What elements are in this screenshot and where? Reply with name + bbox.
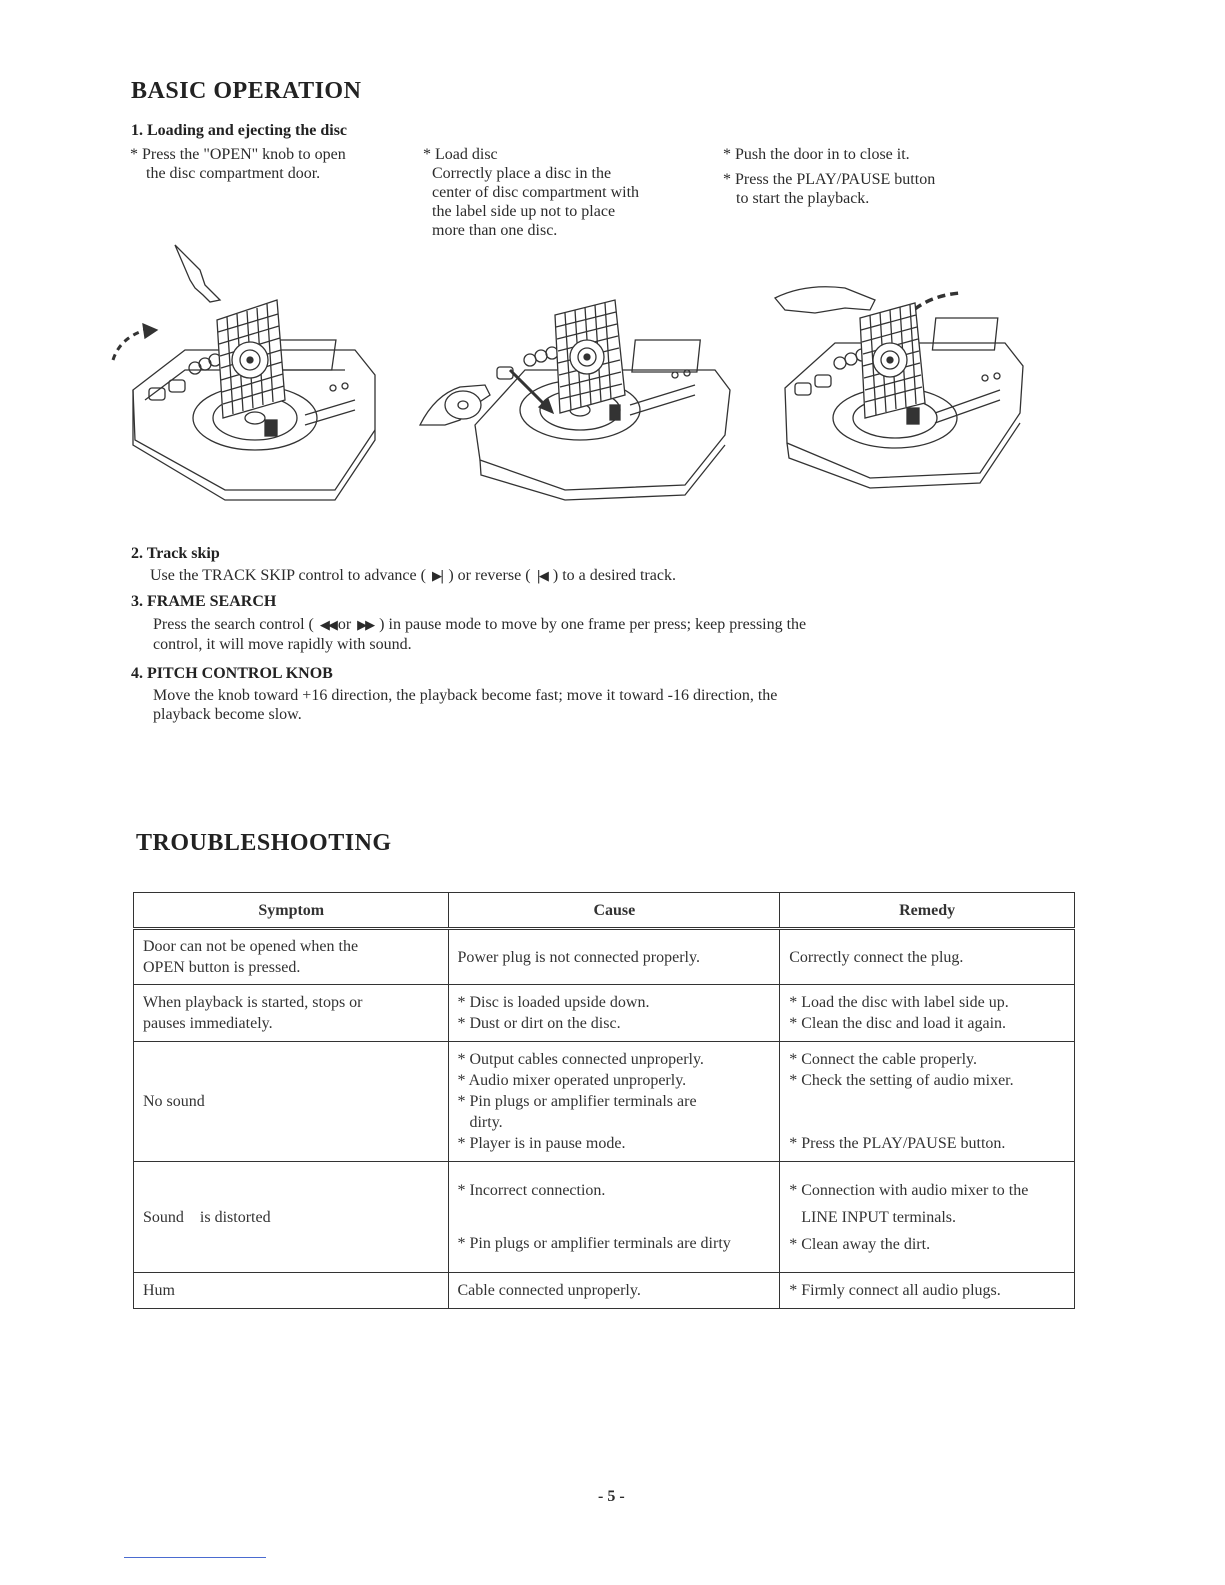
troubleshooting-table bbox=[133, 892, 1075, 1309]
step-open-text bbox=[130, 145, 346, 183]
cell-line: * Dust or dirt on the disc. bbox=[457, 1015, 621, 1032]
step-close-line: * Push the door in to close it. bbox=[723, 146, 910, 163]
remedy-cell bbox=[780, 1042, 1075, 1162]
footer-divider bbox=[124, 1557, 266, 1558]
basic-operation-title: BASIC OPERATION bbox=[131, 78, 362, 104]
troubleshooting-title: TROUBLESHOOTING bbox=[136, 830, 392, 856]
step-close-text bbox=[723, 145, 935, 208]
arrow-icon bbox=[113, 330, 145, 360]
advance-icon: ▶| bbox=[431, 569, 443, 584]
cell-line: Door can not be opened when the bbox=[143, 938, 359, 955]
cell-line: * Player is in pause mode. bbox=[457, 1135, 626, 1152]
page-number: - 5 - bbox=[598, 1488, 625, 1505]
cell-line: LINE INPUT terminals. bbox=[789, 1208, 957, 1226]
table-header-row bbox=[134, 893, 1075, 929]
cell-line: * Pin plugs or amplifier terminals are bbox=[457, 1093, 697, 1110]
disc-icon bbox=[445, 391, 481, 419]
illustration-open-door bbox=[105, 240, 385, 510]
cause-cell bbox=[449, 1042, 780, 1162]
cell-line: Power plug is not connected properly. bbox=[457, 948, 700, 966]
symptom-cell bbox=[134, 985, 449, 1042]
hand-icon bbox=[775, 287, 875, 313]
table-row bbox=[134, 1042, 1075, 1162]
step-open-line: the disc compartment door. bbox=[146, 165, 321, 182]
cell-line: * Disc is loaded upside down. bbox=[457, 994, 650, 1011]
table-row bbox=[134, 929, 1075, 985]
cause-cell bbox=[449, 985, 780, 1042]
section-2-text-a: Use the TRACK SKIP control to advance ( bbox=[150, 567, 426, 584]
remedy-cell bbox=[780, 985, 1075, 1042]
cell-line bbox=[789, 1112, 1065, 1133]
cell-line: * Output cables connected unproperly. bbox=[457, 1051, 704, 1068]
step-load-line: more than one disc. bbox=[432, 222, 558, 239]
cell-line: * Load the disc with label side up. bbox=[789, 994, 1009, 1011]
table-row bbox=[134, 985, 1075, 1042]
cell-line: * Connection with audio mixer to the bbox=[789, 1181, 1029, 1199]
step-play-line: to start the playback. bbox=[736, 190, 870, 207]
section-3-or: or bbox=[337, 616, 352, 633]
cell-line: * Check the setting of audio mixer. bbox=[789, 1072, 1014, 1089]
symptom-cell bbox=[134, 929, 449, 985]
section-2-text-b: ) or reverse ( bbox=[448, 567, 531, 584]
table-row bbox=[134, 1162, 1075, 1273]
cell-line: Correctly connect the plug. bbox=[789, 948, 964, 966]
step-play-line: * Press the PLAY/PAUSE button bbox=[723, 171, 936, 188]
cell-line: * Clean the disc and load it again. bbox=[789, 1015, 1007, 1032]
section-3-text-b: ) in pause mode to move by one frame per press; keep pressing the bbox=[379, 616, 807, 633]
section-4-line: playback become slow. bbox=[153, 706, 302, 723]
cell-line: Hum bbox=[143, 1282, 175, 1299]
symptom-cell bbox=[134, 1162, 449, 1273]
section-3-title: 3. FRAME SEARCH bbox=[131, 593, 277, 610]
section-2-text-c: ) to a desired track. bbox=[552, 567, 676, 584]
section-4-text bbox=[153, 686, 777, 724]
cause-cell bbox=[449, 1162, 780, 1273]
rewind-icon: ◀◀ bbox=[319, 618, 336, 633]
section-4-title: 4. PITCH CONTROL KNOB bbox=[131, 665, 333, 682]
section-1-title: 1. Loading and ejecting the disc bbox=[131, 122, 348, 139]
cell-line bbox=[457, 1201, 770, 1233]
cell-line bbox=[789, 1091, 1065, 1112]
hand-icon bbox=[175, 245, 220, 302]
cell-line: dirty. bbox=[457, 1114, 503, 1131]
step-load-line: * Load disc bbox=[423, 146, 498, 163]
header-remedy: Remedy bbox=[780, 893, 1075, 929]
step-open-line: * Press the "OPEN" knob to open bbox=[130, 146, 346, 163]
cell-line: Cable connected unproperly. bbox=[457, 1282, 641, 1299]
section-3-text bbox=[153, 615, 806, 654]
symptom-cell bbox=[134, 1042, 449, 1162]
fast-forward-icon: ▶▶ bbox=[357, 618, 374, 633]
header-symptom: Symptom bbox=[134, 893, 449, 929]
step-load-line: center of disc compartment with bbox=[432, 184, 640, 201]
cause-cell bbox=[449, 929, 780, 985]
cell-line: Sound is distorted bbox=[143, 1208, 271, 1226]
cell-line: * Connect the cable properly. bbox=[789, 1051, 977, 1068]
section-4-line: Move the knob toward +16 direction, the playback become fast; move it toward -16 direction, the bbox=[153, 687, 778, 704]
step-load-line: Correctly place a disc in the bbox=[432, 165, 612, 182]
section-2-title: 2. Track skip bbox=[131, 545, 220, 562]
remedy-cell bbox=[780, 1162, 1075, 1273]
cell-line: * Audio mixer operated unproperly. bbox=[457, 1072, 687, 1089]
cell-line: * Press the PLAY/PAUSE button. bbox=[789, 1135, 1006, 1152]
cell-line: * Clean away the dirt. bbox=[789, 1235, 931, 1253]
cause-cell bbox=[449, 1273, 780, 1309]
cell-line: When playback is started, stops or bbox=[143, 994, 363, 1011]
remedy-cell bbox=[780, 929, 1075, 985]
symptom-cell bbox=[134, 1273, 449, 1309]
illustration-close-door bbox=[765, 278, 1035, 508]
remedy-cell bbox=[780, 1273, 1075, 1309]
step-load-line: the label side up not to place bbox=[432, 203, 616, 220]
section-3-text-a: Press the search control ( bbox=[153, 616, 314, 633]
header-cause: Cause bbox=[449, 893, 780, 929]
table-row bbox=[134, 1273, 1075, 1309]
section-3-line bbox=[153, 615, 806, 635]
cell-line: * Incorrect connection. bbox=[457, 1182, 606, 1199]
cell-line: * Pin plugs or amplifier terminals are dirty bbox=[457, 1235, 731, 1252]
cell-line: * Firmly connect all audio plugs. bbox=[789, 1282, 1001, 1299]
cell-line: pauses immediately. bbox=[143, 1015, 273, 1032]
section-2-text bbox=[150, 566, 676, 586]
reverse-icon: |◀ bbox=[536, 569, 547, 584]
section-3-line: control, it will move rapidly with sound. bbox=[153, 636, 412, 653]
cell-line: No sound bbox=[143, 1093, 205, 1110]
cell-line: OPEN button is pressed. bbox=[143, 959, 301, 976]
step-load-text bbox=[423, 145, 639, 240]
illustration-load-disc bbox=[415, 295, 735, 510]
